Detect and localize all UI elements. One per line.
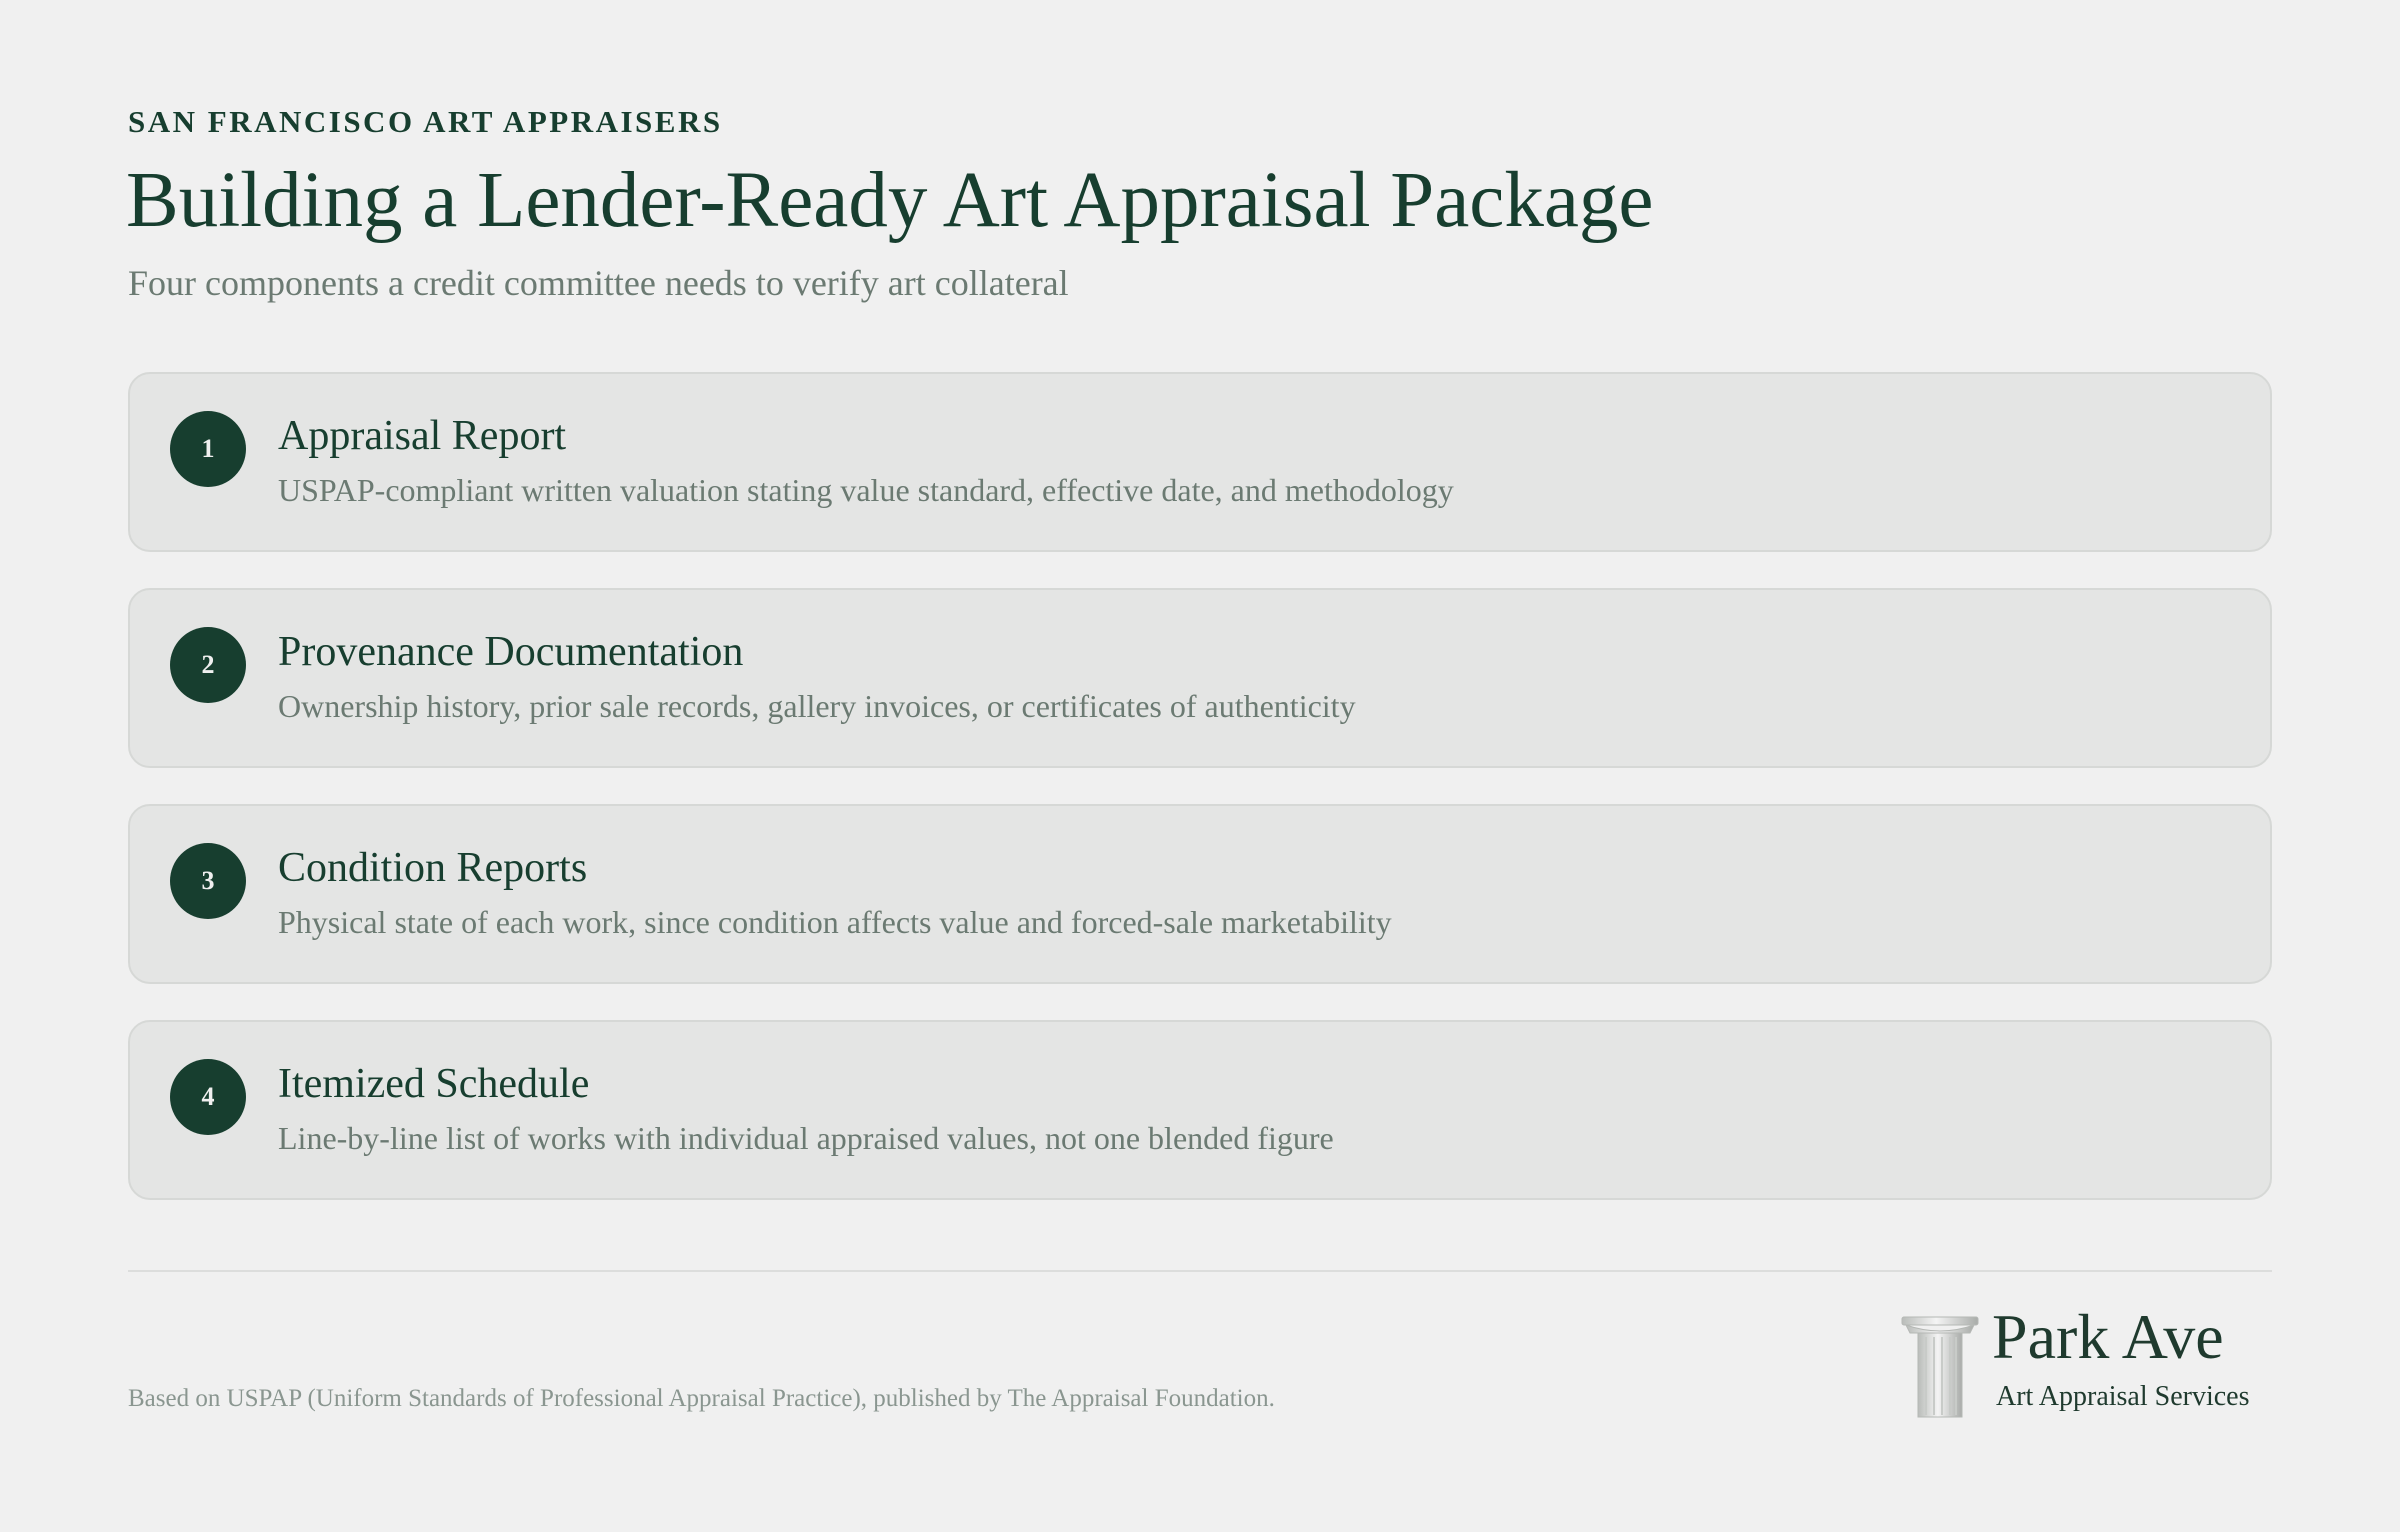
company-logo [1900,1301,2272,1425]
page-subtitle: Four components a credit committee needs to verify art collateral [128,263,1069,303]
component-card [128,372,2272,552]
page-title: Building a Lender-Ready Art Appraisal Package [126,157,1654,244]
component-description: Ownership history, prior sale records, gallery invoices, or certificates of authenticity [278,688,1356,724]
footer-divider [128,1270,2272,1272]
component-card [128,588,2272,768]
component-card [128,804,2272,984]
eyebrow: SAN FRANCISCO ART APPRAISERS [128,104,723,139]
step-number-badge: 3 [170,843,246,919]
component-description: USPAP-compliant written valuation stating value standard, effective date, and methodology [278,472,1454,508]
component-title: Itemized Schedule [278,1061,590,1107]
step-number-badge: 2 [170,627,246,703]
component-card [128,1020,2272,1200]
component-title: Condition Reports [278,845,588,891]
component-description: Line-by-line list of works with individual appraised values, not one blended figure [278,1120,1334,1156]
step-number-badge: 4 [170,1059,246,1135]
component-description: Physical state of each work, since condition affects value and forced-sale marketability [278,904,1392,940]
source-note: Based on USPAP (Uniform Standards of Professional Appraisal Practice), published by The Appraisal Foundation. [128,1385,1275,1412]
step-number-badge: 1 [170,411,246,487]
component-title: Appraisal Report [278,413,567,459]
logo-tagline: Art Appraisal Services [1996,1381,2250,1412]
component-list [128,372,2272,1236]
component-title: Provenance Documentation [278,629,744,675]
column-icon [1900,1315,1980,1424]
logo-name: Park Ave [1992,1301,2224,1372]
